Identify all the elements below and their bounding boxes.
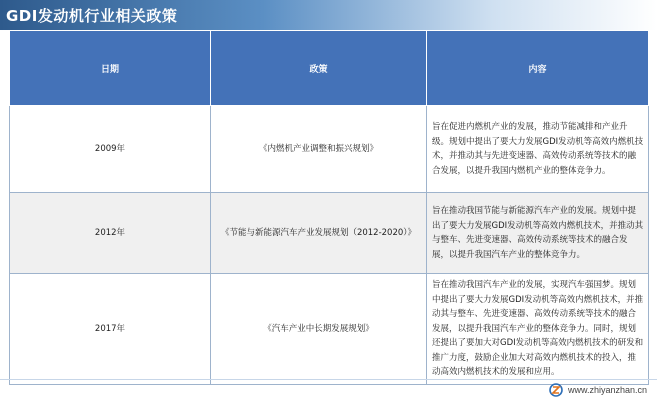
table-header-row bbox=[10, 31, 649, 106]
policy-table bbox=[9, 30, 649, 385]
policy-cell: 《汽车产业中长期发展规划》 bbox=[211, 274, 427, 385]
policy-cell: 《节能与新能源汽车产业发展规划（2012-2020）》 bbox=[211, 193, 427, 274]
page-title: GDI发动机行业相关政策 bbox=[6, 7, 178, 25]
column-header-policy: 政策 bbox=[211, 31, 427, 106]
table-row bbox=[10, 106, 649, 193]
date-cell: 2009年 bbox=[10, 106, 211, 193]
date-cell: 2012年 bbox=[10, 193, 211, 274]
policy-cell: 《内燃机产业调整和振兴规划》 bbox=[211, 106, 427, 193]
date-cell: 2017年 bbox=[10, 274, 211, 385]
content-cell: 旨在推动我国节能与新能源汽车产业的发展。规划中提出了要大力发展GDI发动机等高效内燃机技术，并推动其与整车、先进变速器、高效传动系统等技术的融合发展，以提升我国汽车产业的整体竞争力。 bbox=[427, 193, 649, 274]
table-row bbox=[10, 193, 649, 274]
logo-text: www.zhiyanzhan.cn bbox=[567, 385, 647, 395]
footer-divider bbox=[0, 379, 657, 380]
content-cell: 旨在促进内燃机产业的发展，推动节能减排和产业升级。规划中提出了要大力发展GDI发动机等高效内燃机技术，并推动其与先进变速器、高效传动系统等技术的融合发展，以提升我国内燃机产业的整体竞争力。 bbox=[427, 106, 649, 193]
content-cell: 旨在推动我国汽车产业的发展，实现汽车强国梦。规划中提出了要大力发展GDI发动机等高效内燃机技术，并推动其与整车、先进变速器、高效传动系统等技术的融合发展，以提升我国汽车产业的整体竞争力。同时，规划还提出了要加大对GDI发动机等高效内燃机技术的研发和推广力度，鼓励企业加大对高效内燃机技术的投入，推动高效内燃机技术的发展和应用。 bbox=[427, 274, 649, 385]
table-row bbox=[10, 274, 649, 385]
column-header-date: 日期 bbox=[10, 31, 211, 106]
site-logo[interactable] bbox=[548, 383, 647, 397]
column-header-content: 内容 bbox=[427, 31, 649, 106]
title-bar bbox=[0, 0, 657, 30]
logo-icon bbox=[548, 383, 564, 397]
